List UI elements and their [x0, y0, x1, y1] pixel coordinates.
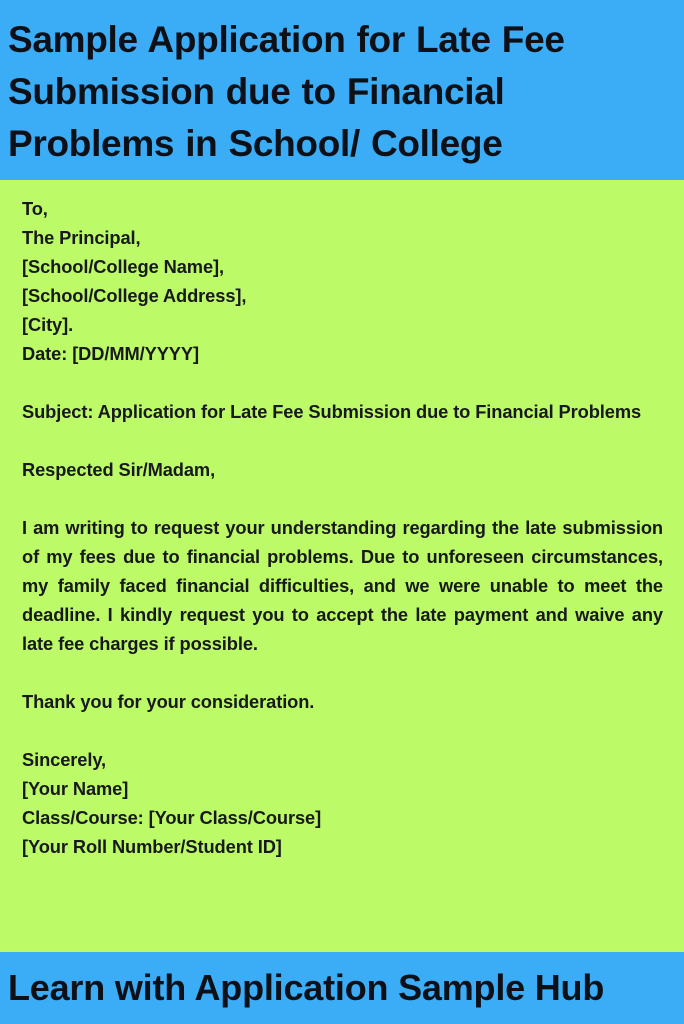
recipient-address-block — [22, 194, 663, 368]
spacer-after-address — [22, 368, 663, 397]
body-paragraph — [22, 513, 663, 658]
closing-thanks: Thank you for your consideration. — [22, 691, 315, 712]
subject-text: Subject: Application for Late Fee Submission due to Financial Problems — [22, 401, 642, 422]
spacer-after-thanks — [22, 716, 663, 745]
address-line-date: Date: [DD/MM/YYYY] — [22, 343, 199, 364]
footer-brand-text: Learn with Application Sample Hub — [8, 967, 605, 1008]
footer-banner — [0, 952, 684, 1024]
address-line-institution-address: [School/College Address], — [22, 285, 247, 306]
address-line-institution-name: [School/College Name], — [22, 256, 224, 277]
signature-block — [22, 745, 663, 861]
letter-body-panel — [0, 180, 684, 952]
signature-line-name: [Your Name] — [22, 778, 129, 799]
signature-line-sincerely: Sincerely, — [22, 749, 107, 770]
address-line-principal: The Principal, — [22, 227, 141, 248]
spacer-after-body — [22, 658, 663, 687]
header-banner — [0, 0, 684, 180]
subject-line — [22, 397, 663, 426]
signature-line-roll-number: [Your Roll Number/Student ID] — [22, 836, 282, 857]
spacer-after-subject — [22, 426, 663, 455]
address-line-to: To, — [22, 198, 48, 219]
spacer-after-salutation — [22, 484, 663, 513]
salutation: Respected Sir/Madam, — [22, 459, 216, 480]
signature-line-class: Class/Course: [Your Class/Course] — [22, 807, 322, 828]
page-title: Sample Application for Late Fee Submission due to Financial Problems in School/ College — [8, 19, 565, 164]
body-paragraph-text: I am writing to request your understanding regarding the late submission of my fees due to financial problems. Due to unforeseen circumstances, my family faced financial difficulties, and we were unable to meet the deadline. I kindly request you to accept the late payment and waive any late fee charges if possible. — [22, 517, 663, 654]
address-line-city: [City]. — [22, 314, 74, 335]
